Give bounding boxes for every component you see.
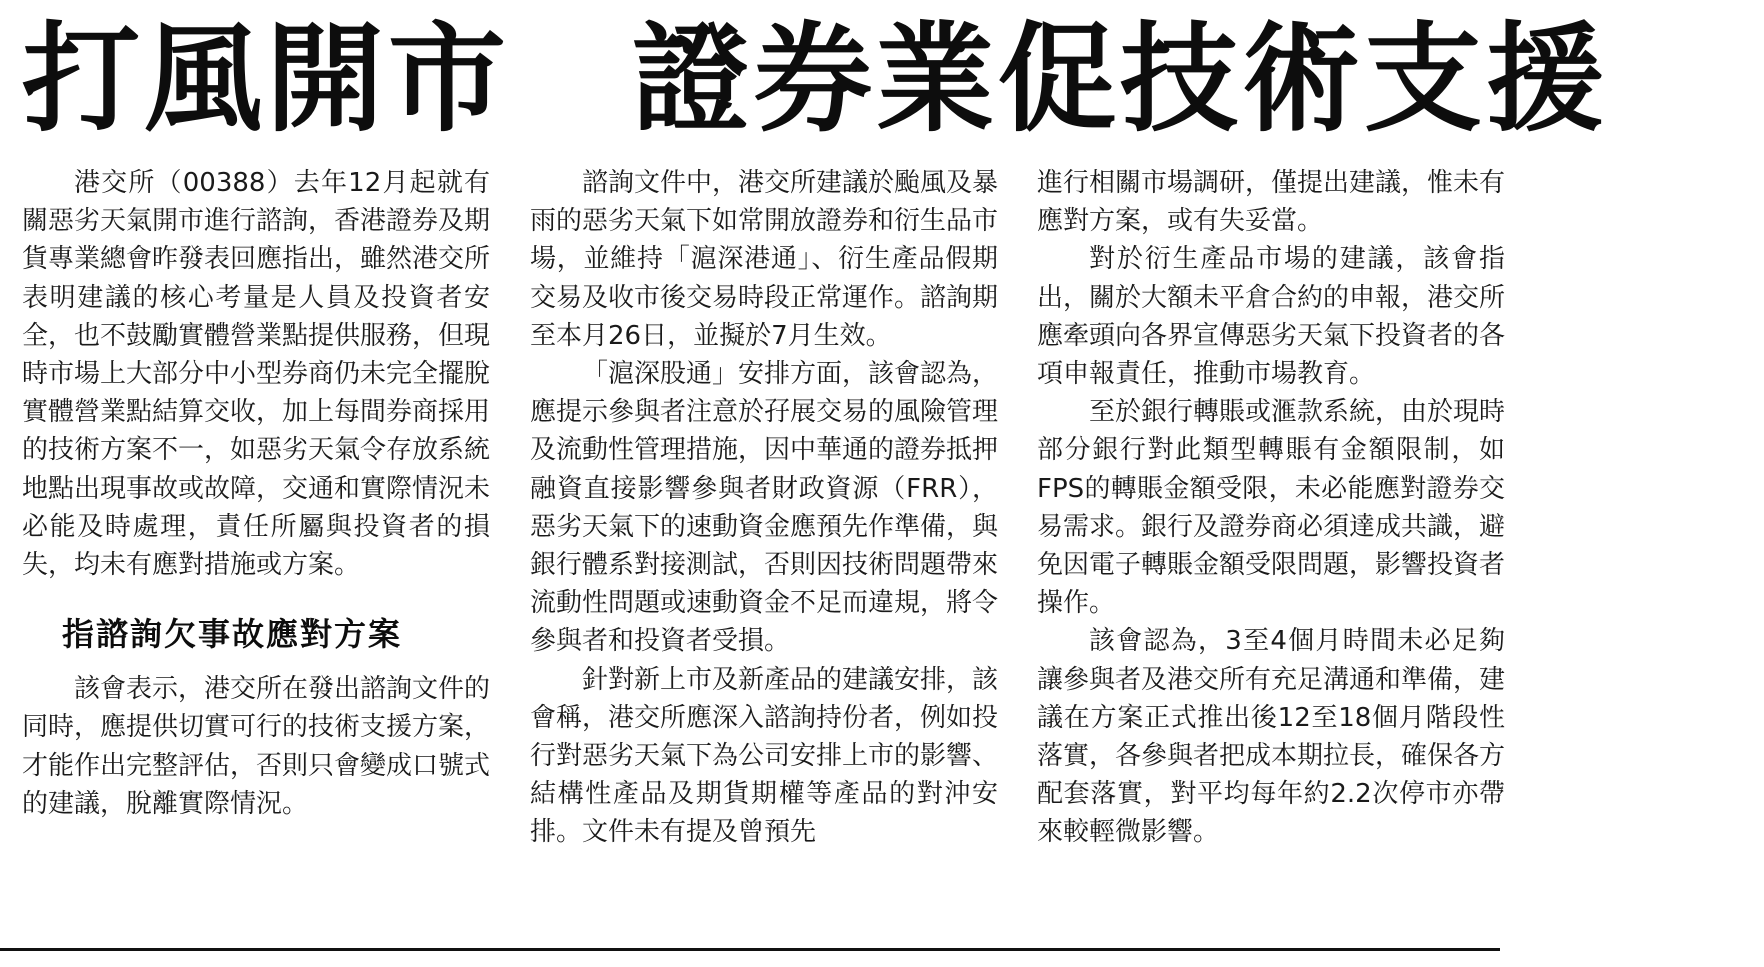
paragraph: 對於衍生產品市場的建議，該會指出，關於大額未平倉合約的申報，港交所應牽頭向各界宣傳惡劣天氣下投資者的各項申報責任，推動市場教育。 (1037, 244, 1506, 390)
paragraph: 「滬深股通」安排方面，該會認為，應提示參與者注意於孖展交易的風險管理及流動性管理措施，因中華通的證券抵押融資直接影響參與者財政資源（FRR），惡劣天氣下的速動資金應預先作準備，與銀行體系對接測試，否則因技術問題帶來流動性問題或速動資金不足而違規，將令參與者和投資者受損。 (530, 359, 999, 657)
paragraph: 該會表示，港交所在發出諮詢文件的同時，應提供切實可行的技術支援方案，才能作出完整評估，否則只會變成口號式的建議，脫離實際情況。 (22, 674, 491, 819)
paragraph: 該會認為，3至4個月時間未必足夠讓參與者及港交所有充足溝通和準備，建議在方案正式推出後12至18個月階段性落實，各參與者把成本期拉長，確保各方配套落實，對平均每年約2.2次停市亦帶來較輕微影響。 (1037, 626, 1506, 848)
paragraph: 港交所（00388）去年12月起就有關惡劣天氣開市進行諮詢，香港證券及期貨專業總會昨發表回應指出，雖然港交所表明建議的核心考量是人員及投資者安全，也不鼓勵實體營業點提供服務，但現時市場上大部分中小型券商仍未完全擺脫實體營業點結算交收，加上每間券商採用的技術方案不一，如惡劣天氣令存放系統地點出現事故或故障，交通和實際情況未必能及時處理，責任所屬與投資者的損失，均未有應對措施或方案。 (22, 168, 491, 581)
subheading: 指諮詢欠事故應對方案 (62, 615, 403, 654)
article-column-2 (530, 164, 998, 852)
headline: 打風開市 證券業促技術支援 (22, 9, 1609, 148)
article-column-1 (22, 164, 490, 823)
bottom-rule (0, 948, 1500, 951)
paragraph: 針對新上市及新產品的建議安排，該會稱，港交所應深入諮詢持份者，例如投行對惡劣天氣下為公司安排上市的影響、結構性產品及期貨期權等產品的對沖安排。文件未有提及曾預先 (530, 664, 999, 848)
article-column-3 (1037, 164, 1505, 852)
paragraph-continuation: 進行相關市場調研，僅提出建議，惟未有應對方案，或有失妥當。 (1037, 168, 1506, 237)
paragraph: 諮詢文件中，港交所建議於颱風及暴雨的惡劣天氣下如常開放證券和衍生品市場，並維持「滬深港通」、衍生產品假期交易及收市後交易時段正常運作。諮詢期至本月26日，並擬於7月生效。 (530, 168, 999, 351)
paragraph: 至於銀行轉賬或滙款系統，由於現時部分銀行對此類型轉賬有金額限制，如FPS的轉賬金額受限，未必能應對證券交易需求。銀行及證券商必須達成共識，避免因電子轉賬金額受限問題，影響投資者操作。 (1037, 397, 1506, 619)
